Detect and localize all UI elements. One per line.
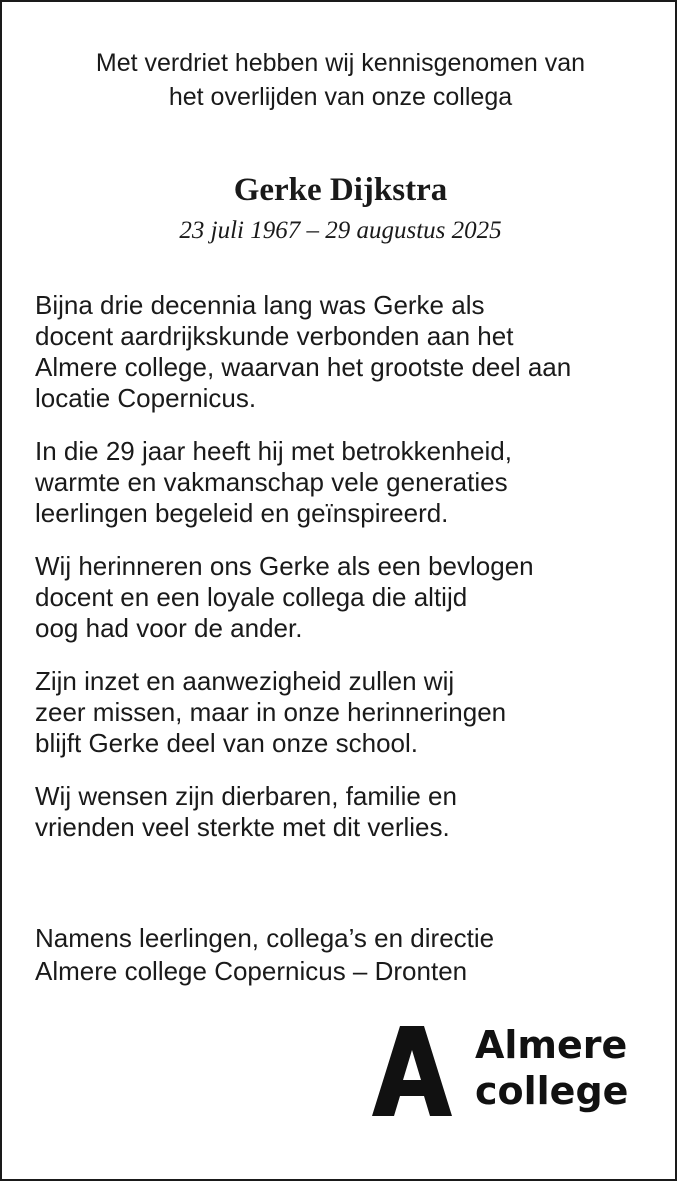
paragraph xyxy=(35,551,655,644)
intro-text xyxy=(2,46,677,114)
text-line: docent aardrijkskunde verbonden aan het xyxy=(35,321,514,351)
text-line: In die 29 jaar heeft hij met betrokkenheid, xyxy=(35,436,512,466)
text-line: Almere college, waarvan het grootste deel aan xyxy=(35,352,572,382)
text-line: blijft Gerke deel van onze school. xyxy=(35,728,418,758)
letter-a-logo-icon xyxy=(372,1026,452,1116)
signature-line: Namens leerlingen, collega’s en directie xyxy=(35,923,495,953)
signature-block xyxy=(35,922,655,988)
deceased-name: Gerke Dijkstra xyxy=(233,172,448,208)
logo-word: Almere xyxy=(475,1023,628,1067)
paragraph xyxy=(35,436,655,529)
text-line: oog had voor de ander. xyxy=(35,613,303,643)
text-line: docent en een loyale collega die altijd xyxy=(35,582,468,612)
life-dates: 23 juli 1967 – 29 augustus 2025 xyxy=(179,217,502,244)
text-line: Wij herinneren ons Gerke als een bevlogen xyxy=(35,551,534,581)
logo-word: college xyxy=(475,1069,629,1113)
intro-line: Met verdriet hebben wij kennisgenomen van xyxy=(95,49,586,77)
paragraph xyxy=(35,666,655,759)
text-line: vrienden veel sterkte met dit verlies. xyxy=(35,812,450,842)
text-line: zeer missen, maar in onze herinneringen xyxy=(35,697,507,727)
almere-college-logo xyxy=(372,1022,632,1122)
signature-line: Almere college Copernicus – Dronten xyxy=(35,956,468,986)
text-line: leerlingen begeleid en geïnspireerd. xyxy=(35,498,449,528)
tribute-text xyxy=(35,290,655,865)
text-line: Zijn inzet en aanwezigheid zullen wij xyxy=(35,666,455,696)
logo-wordmark xyxy=(475,1022,635,1114)
text-line: Wij wensen zijn dierbaren, familie en xyxy=(35,781,457,811)
intro-line: het overlijden van onze collega xyxy=(168,83,513,111)
text-line: locatie Copernicus. xyxy=(35,383,257,413)
text-line: warmte en vakmanschap vele generaties xyxy=(35,467,508,497)
paragraph xyxy=(35,781,655,843)
text-line: Bijna drie decennia lang was Gerke als xyxy=(35,290,485,320)
paragraph xyxy=(35,290,655,414)
